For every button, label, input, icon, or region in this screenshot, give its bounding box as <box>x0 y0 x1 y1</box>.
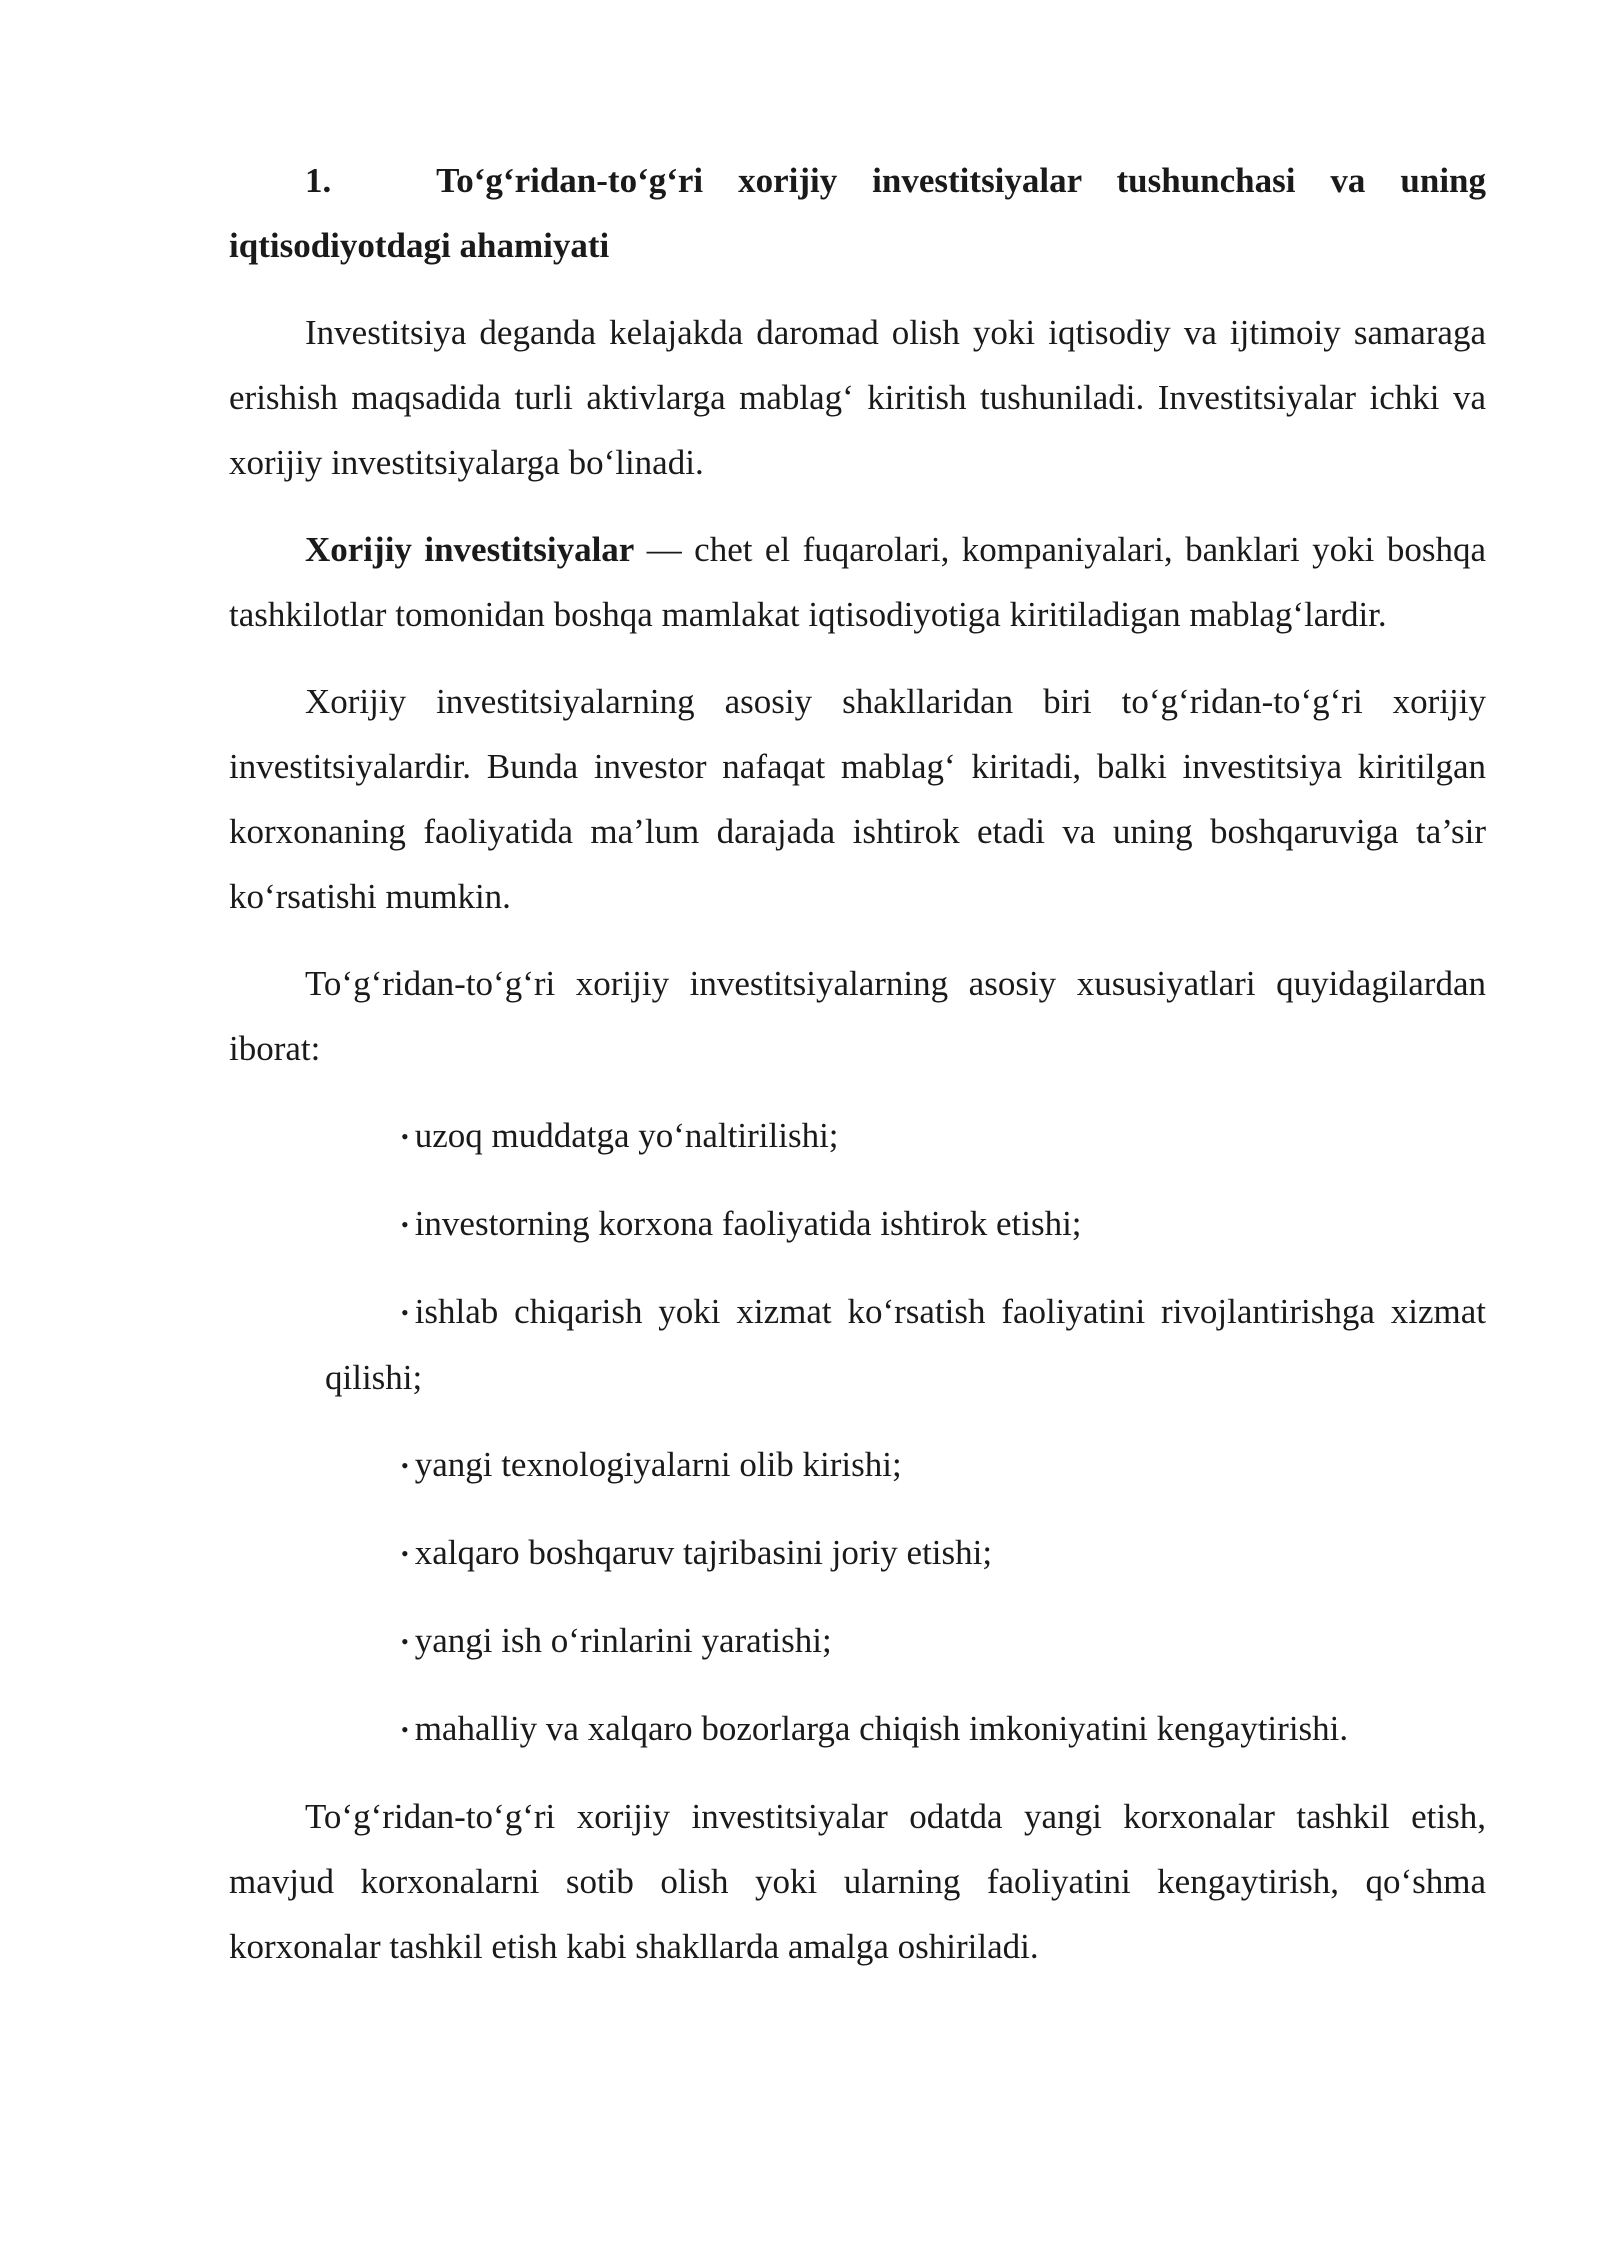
bullet-icon: • <box>401 1453 409 1478</box>
paragraph-investment-definition: Investitsiya deganda kelajakda daromad olish yoki iqtisodiy va ijtimoiy samaraga erishish maqsadida turli aktivlarga mablag‘ kiritish tushuniladi. Investitsiyalar ichki va xorijiy investitsiyalarga bo‘linadi. <box>229 313 1486 482</box>
definition-text: — chet el fuqarolari, kompaniyalari, banklari yoki boshqa tashkilotlar tomonidan boshqa mamlakat iqtisodiyotiga kiritiladigan mablag‘lardir. <box>229 530 1486 634</box>
features-list <box>229 1103 1486 1762</box>
list-item-text: mahalliy va xalqaro bozorlarga chiqish imkoniyatini kengaytirishi. <box>414 1709 1349 1748</box>
list-item-text: yangi ish o‘rinlarini yaratishi; <box>414 1621 832 1660</box>
bullet-icon: • <box>401 1300 409 1325</box>
list-item-text: uzoq muddatga yo‘naltirilishi; <box>414 1116 839 1155</box>
bullet-icon: • <box>401 1717 409 1742</box>
bullet-icon: • <box>401 1124 409 1149</box>
list-item <box>325 1432 1486 1498</box>
list-item <box>325 1279 1486 1410</box>
term-foreign-investments: Xorijiy investitsiyalar <box>305 530 635 569</box>
bullet-icon: • <box>401 1629 409 1654</box>
list-item-text: ishlab chiqarish yoki xizmat ko‘rsatish faoliyatini rivojlantirishga xizmat qilishi; <box>325 1292 1486 1397</box>
list-item <box>325 1696 1486 1762</box>
list-item-text: xalqaro boshqaruv tajribasini joriy etishi; <box>414 1533 993 1572</box>
list-item <box>325 1191 1486 1257</box>
section-title: To‘g‘ridan-to‘g‘ri xorijiy investitsiyalar tushunchasi va uning iqtisodiyotdagi ahamiyati <box>229 161 1487 265</box>
document-page <box>229 148 1486 2001</box>
list-item <box>325 1608 1486 1674</box>
section-heading <box>229 148 1486 278</box>
paragraph-fdi-implementation: To‘g‘ridan-to‘g‘ri xorijiy investitsiyalar odatda yangi korxonalar tashkil etish, mavjud korxonalarni sotib olish yoki ularning faoliyatini kengaytirish, qo‘shma korxonalar tashkil etish kabi shakllarda amalga oshiriladi. <box>229 1797 1486 1966</box>
section-number: 1. <box>305 161 332 200</box>
paragraph-fdi-forms: Xorijiy investitsiyalarning asosiy shakllaridan biri to‘g‘ridan-to‘g‘ri xorijiy investitsiyalardir. Bunda investor nafaqat mablag‘ kiritadi, balki investitsiya kiritilgan korxonaning faoliyatida ma’lum darajada ishtirok etadi va uning boshqaruviga ta’sir ko‘rsatishi mumkin. <box>229 682 1486 916</box>
paragraph-foreign-investment-definition <box>229 517 1486 647</box>
list-item <box>325 1103 1486 1169</box>
bullet-icon: • <box>401 1212 409 1237</box>
paragraph-fdi-features-intro: To‘g‘ridan-to‘g‘ri xorijiy investitsiyalarning asosiy xususiyatlari quyidagilardan iborat: <box>229 964 1486 1068</box>
bullet-icon: • <box>401 1541 409 1566</box>
list-item-text: investorning korxona faoliyatida ishtirok etishi; <box>414 1204 1082 1243</box>
list-item <box>325 1520 1486 1586</box>
list-item-text: yangi texnologiyalarni olib kirishi; <box>414 1445 902 1484</box>
